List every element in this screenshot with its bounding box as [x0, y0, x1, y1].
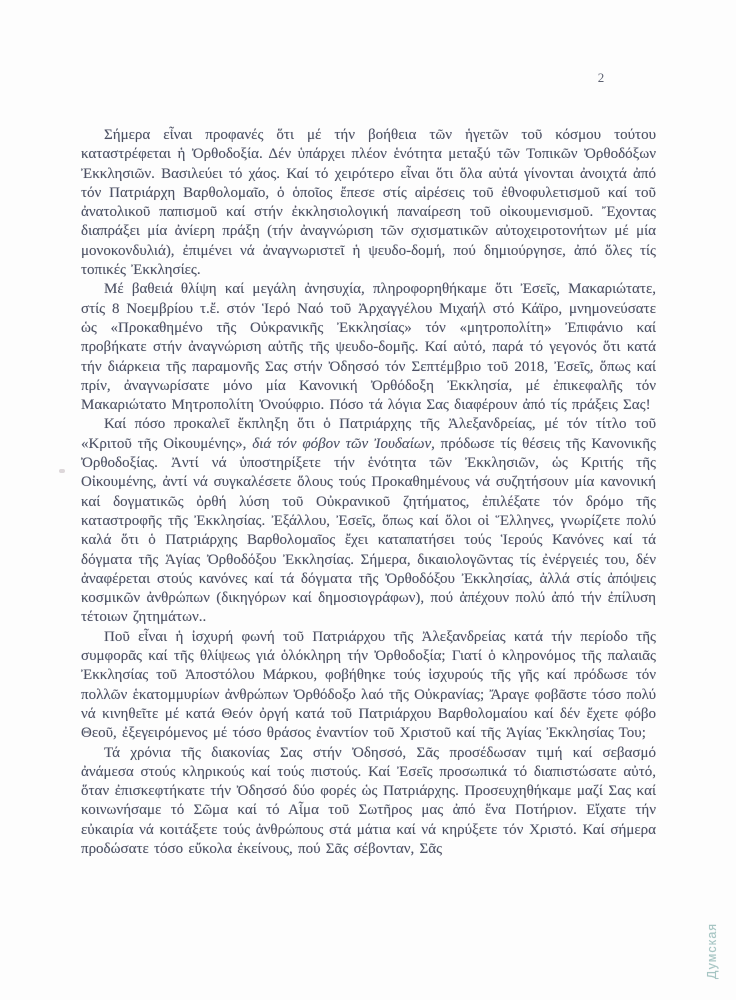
watermark-dumskaya: Думская: [705, 922, 719, 980]
page-number: 2: [597, 70, 605, 85]
paragraph: [81, 280, 656, 415]
italic-phrase: διά τόν φόβον τῶν Ἰουδαίων: [252, 435, 432, 452]
paragraph-text: Τά χρόνια τῆς διακονίας Σας στήν Ὀδησσό, Σᾶς προσέδωσαν τιμή καί σεβασμό ἀνάμεσα στούς κληρικούς καί τούς πιστούς. Καί Ἐσεῖς προσωπικά τό διαπιστώσατε αὐτό, ὅταν ἐπισκεφτήκατε τήν Ὀδησσό δύο φορές ὡς Πατριάρχης. Προσευχηθήκαμε μαζί Σας καί κοινωνήσαμε τό Σῶμα καί τό Αἷμα τοῦ Σωτῆρος μας ἀπό ἕνα Ποτήριον. Εἴχατε τήν εὐκαιρία νά κοιτάξετε τούς ἀνθρώπους στά μάτια καί νά κηρύξετε τόν Χριστό. Καί σήμερα προδώσατε τόσο εὔκολα ἐκείνους, πού Σᾶς σέβονταν, Σᾶς: [81, 744, 656, 857]
paragraph: [81, 744, 656, 860]
paragraph-text: Μέ βαθειά θλίψη καί μεγάλη ἀνησυχία, πληροφορηθήκαμε ὅτι Ἐσεῖς, Μακαριώτατε, στίς 8 Νοεμβρίου τ.ἔ. στόν Ἱερό Ναό τοῦ Ἀρχαγγέλου Μιχαήλ στό Κάϊρο, μνημονεύσατε ὡς «Προκαθημένο τῆς Οὐκρανικῆς Ἐκκλησίας» τόν «μητροπολίτη» Ἐπιφάνιο καί προβήκατε στήν ἀναγνώριση αὐτῆς τῆς ψευδο-δομῆς. Καί αὐτό, παρά τό γεγονός ὅτι κατά τήν διάρκεια τῆς παραμονῆς Σας στήν Ὀδησσό τόν Σεπτέμβριο τοῦ 2018, Ἐσεῖς, ὅπως καί πρίν, ἀναγνωρίσατε μόνο μία Κανονική Ὀρθόδοξη Ἐκκλησία, μέ ἐπικεφαλῆς τόν Μακαριώτατο Μητροπολίτη Ὀνούφριο. Πόσο τά λόγια Σας διαφέρουν ἀπό τίς πράξεις Σας!: [81, 281, 656, 414]
scan-artifact-speck: [59, 469, 65, 473]
paragraph-text: , πρόδωσε τίς θέσεις τῆς Κανονικῆς Ὀρθοδοξίας. Ἀντί νά ὑποστηρίξετε τήν ἑνότητα τῶν Ἐκκλησιῶν, ὡς Κριτής τῆς Οἰκουμένης, ἀντί νά συγκαλέσετε ὅλους τούς Προκαθημένους νά συζητήσουν μία κανονική καί δογματικῶς ὀρθή λύση τοῦ Οὐκρανικοῦ ζητήματος, ἐπιλέξατε τόν δρόμο τῆς καταστροφῆς τῆς Ἐκκλησίας. Ἐξάλλου, Ἐσεῖς, ὅπως καί ὅλοι οἱ Ἕλληνες, γνωρίζετε πολύ καλά ὅτι ὁ Πατριάρχης Βαρθολομαῖος ἔχει καταπατήσει τούς Ἱερούς Κανόνες καί τά δόγματα τῆς Ἁγίας Ὀρθοδόξου Ἐκκλησίας. Σήμερα, δικαιολογῶντας τίς ἐνέργειές του, δέν ἀναφέρεται στούς κανόνες καί τά δόγματα τῆς Ὀρθοδόξου Ἐκκλησίας, ἀλλά στίς ἀπόψεις κοσμικῶν ἀνθρώπων (δικηγόρων καί δημοσιογράφων), πού ἀπέχουν πολύ ἀπό τήν ἐπίλυση τέτοιων ζητημάτων..: [81, 435, 657, 626]
paragraph: [81, 415, 656, 627]
paragraph-text: Καί πόσο προκαλεῖ ἔκπληξη ὅτι ὁ Πατριάρχης τῆς Ἀλεξανδρείας, μέ τόν τίτλο τοῦ «Κριτοῦ τῆς Οἰκουμένης»,: [81, 416, 656, 452]
paragraph-text: Σήμερα εἶναι προφανές ὅτι μέ τήν βοήθεια τῶν ἡγετῶν τοῦ κόσμου τούτου καταστρέφεται ἡ Ὀρθοδοξία. Δέν ὑπάρχει πλέον ἑνότητα μεταξύ τῶν Τοπικῶν Ὀρθοδόξων Ἐκκλησιῶν. Βασιλεύει τό χάος. Καί τό χειρότερο εἶναι ὅτι ὅλα αὐτά γίνονται ἀνοιχτά ἀπό τόν Πατριάρχη Βαρθολομαῖο, ὁ ὁποῖος ἔπεσε στίς αἱρέσεις τοῦ ἐθνοφυλετισμοῦ καί τοῦ ἀνατολικοῦ παπισμοῦ καί στήν ἐκκλησιολογική παναίρεση τοῦ οἰκουμενισμοῦ. Ἔχοντας διαπράξει μία ἀνίερη πράξη (τήν ἀναγνώριση τῶν σχισματικῶν αὐτοχειροτονήτων μέ μία μονοκονδυλιά), ἐπιμένει νά ἀναγνωριστεῖ ἡ ψευδο-δομή, πού δημιούργησε, ἀπό ὅλες τίς τοπικές Ἐκκλησίες.: [81, 127, 656, 279]
paragraph-text: Ποῦ εἶναι ἡ ἰσχυρή φωνή τοῦ Πατριάρχου τῆς Ἀλεξανδρείας κατά τήν περίοδο τῆς συμφορᾶς καί τῆς θλίψεως γιά ὁλόκληρη τήν Ὀρθοδοξία; Γιατί ὁ κληρονόμος τῆς παλαιᾶς Ἐκκλησίας τοῦ Ἀποστόλου Μάρκου, φοβήθηκε τούς ἰσχυρούς τῆς γῆς καί πρόδωσε τόν πολλῶν ἑκατομμυρίων ἀνθρώπων Ὀρθόδοξο λαό τῆς Οὐκρανίας; Ἄραγε φοβᾶστε τόσο πολύ νά κινηθεῖτε μέ κατά Θεόν ὀργή κατά τοῦ Πατριάρχου Βαρθολομαίου καί δέν ἔχετε φόβο Θεοῦ, ἐξεγειρόμενος μέ τόσο θράσος ἐναντίον τοῦ Χριστοῦ καί τῆς Ἁγίας Ἐκκλησίας Του;: [81, 628, 656, 742]
paragraph: [81, 126, 656, 280]
letter-body: [81, 126, 656, 859]
paragraph: [81, 628, 656, 744]
